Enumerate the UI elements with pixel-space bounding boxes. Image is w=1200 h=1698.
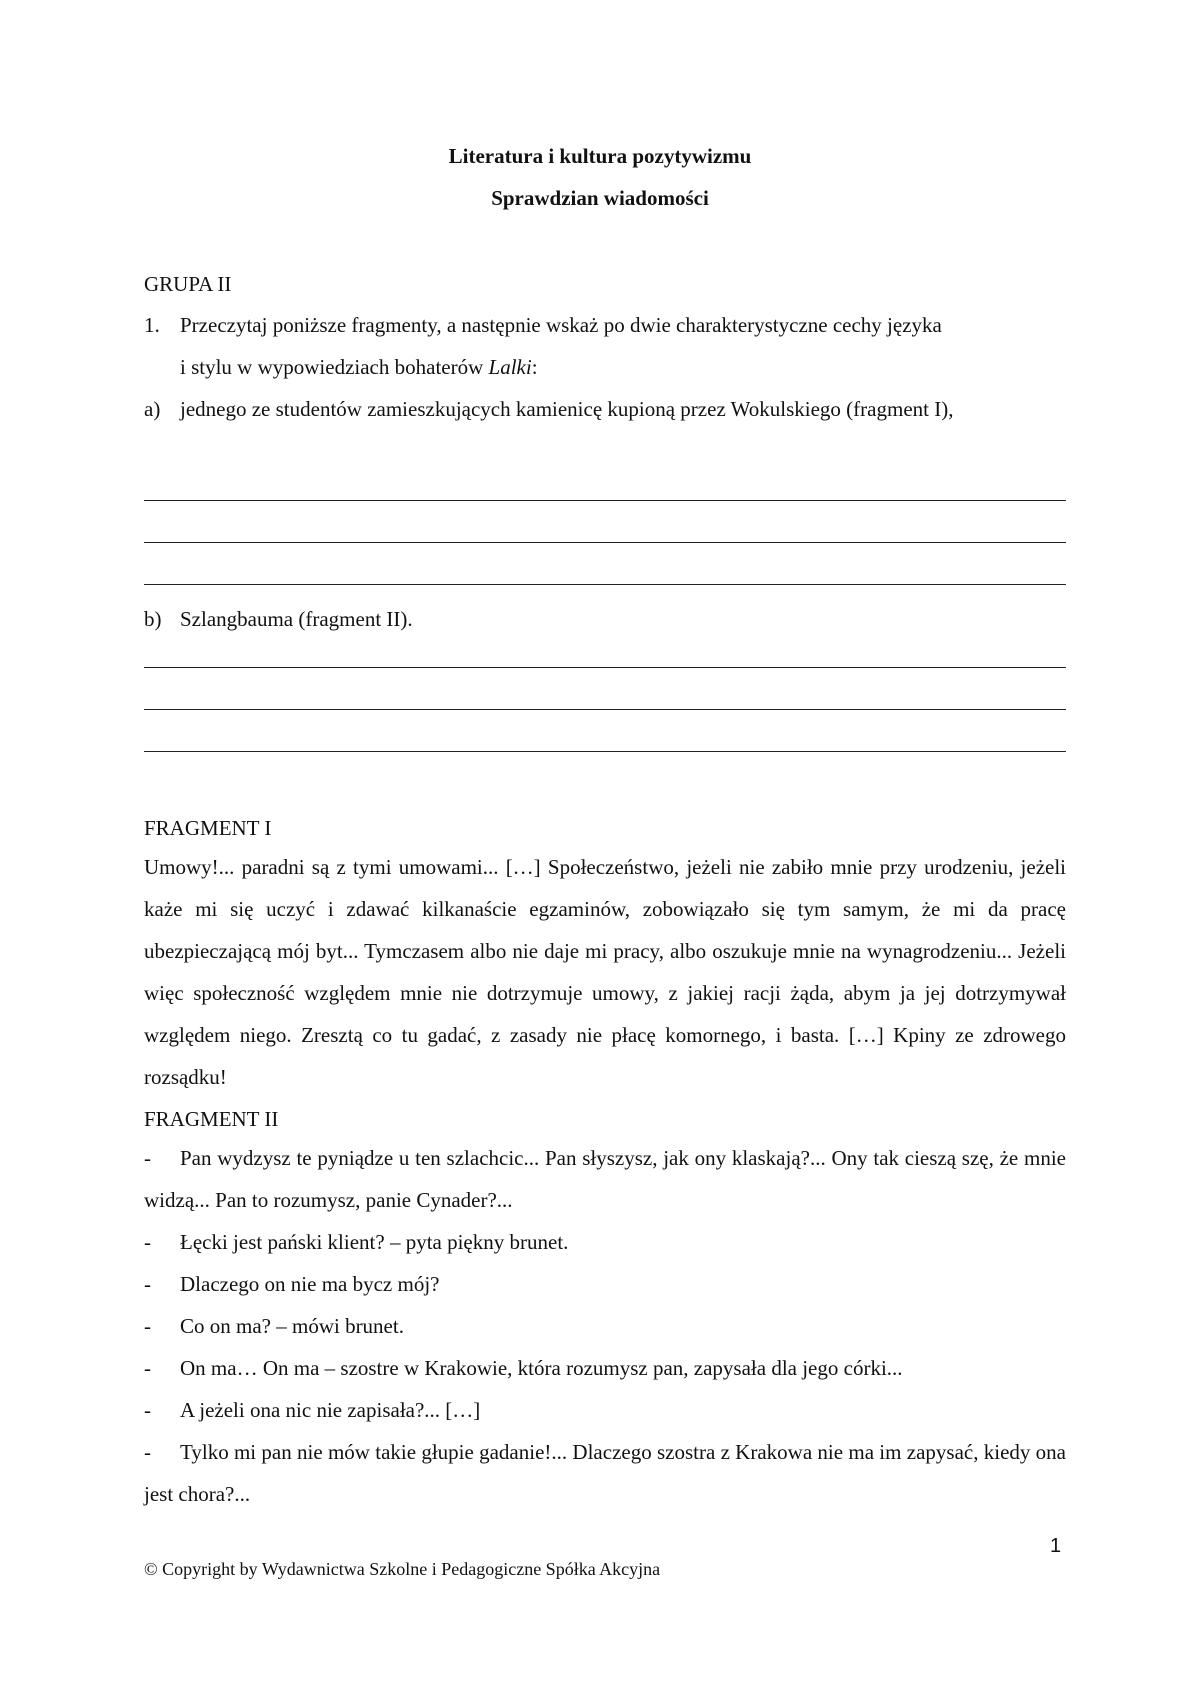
dialog-line (144, 1347, 1066, 1389)
document-subtitle: Sprawdzian wiadomości (491, 186, 709, 210)
task-instruction-line2-post: : (531, 355, 538, 379)
dialog-line (144, 1305, 1066, 1347)
task-number: 1. (144, 313, 160, 337)
dialog-line-text: Co on ma? – mówi brunet. (180, 1314, 404, 1338)
dialog-line (144, 1137, 1066, 1221)
page-number: 1 (1050, 1535, 1062, 1557)
dialog-dash: - (144, 1272, 151, 1296)
fragment-1-heading: FRAGMENT I (144, 816, 272, 840)
dialog-line (144, 1263, 1066, 1305)
task-instruction-line2-pre: i stylu w wypowiedziach bohaterów (180, 355, 489, 379)
dialog-dash: - (144, 1398, 151, 1422)
fragment-1-text: Umowy!... paradni są z tymi umowami... […] Społeczeństwo, jeżeli nie zabiło mnie przy urodzeniu, jeżeli każe mi się uczyć i zdawać kilkanaście egzaminów, zobowiązało się tym samym, że mi da pracę ubezpieczającą mój byt... Tymczasem albo nie daje mi pracy, albo oszukuje mnie na wynagrodzeniu... Jeżeli więc społeczność względem mnie nie dotrzymuje umowy, z jakiej racji żąda, abym ja jej dotrzymywał względem niego. Zresztą co tu gadać, z zasady nie płacę komornego, i basta. […] Kpiny ze zdrowego rozsądku! (144, 855, 1066, 1089)
document-title: Literatura i kultura pozytywizmu (448, 144, 752, 168)
answer-line-a-3[interactable] (144, 584, 1066, 585)
dialog-dash: - (144, 1146, 151, 1170)
dialog-dash: - (144, 1440, 151, 1464)
dialog-line-text: Pan wydzysz te pyniądze u ten szlachcic... Pan słyszysz, jak ony klaskają?... Ony tak cieszą szę, że mnie widzą... Pan to rozumysz, panie Cynader?... (144, 1146, 1066, 1212)
task-instruction-line1: Przeczytaj poniższe fragmenty, a następnie wskaż po dwie charakterystyczne cechy języka (180, 313, 942, 337)
dialog-line-text: Łęcki jest pański klient? – pyta piękny brunet. (180, 1230, 569, 1254)
item-b-text: Szlangbauma (fragment II). (180, 607, 413, 631)
answer-line-b-1[interactable] (144, 667, 1066, 668)
copyright-notice: © Copyright by Wydawnictwa Szkolne i Pedagogiczne Spółka Akcyjna (144, 1559, 661, 1579)
item-b (144, 598, 1066, 640)
item-b-marker: b) (144, 607, 162, 631)
group-heading: GRUPA II (144, 272, 232, 296)
answer-line-a-1[interactable] (144, 500, 1066, 501)
fragment-2-dialog (144, 1137, 1066, 1515)
dialog-dash: - (144, 1230, 151, 1254)
dialog-dash: - (144, 1356, 151, 1380)
answer-line-b-3[interactable] (144, 751, 1066, 752)
dialog-line (144, 1389, 1066, 1431)
answer-line-a-2[interactable] (144, 542, 1066, 543)
item-a-marker: a) (144, 397, 161, 421)
dialog-dash: - (144, 1314, 151, 1338)
task-1 (144, 304, 1066, 430)
answer-line-b-2[interactable] (144, 709, 1066, 710)
dialog-line-text: A jeżeli ona nic nie zapisała?... […] (180, 1398, 481, 1422)
item-a-text: jednego ze studentów zamieszkujących kamienicę kupioną przez Wokulskiego (fragment I), (180, 397, 954, 421)
dialog-line-text: Dlaczego on nie ma bycz mój? (180, 1272, 440, 1296)
fragment-2-heading: FRAGMENT II (144, 1107, 279, 1131)
dialog-line-text: Tylko mi pan nie mów takie głupie gadanie!... Dlaczego szostra z Krakowa nie ma im zapysać, kiedy ona jest chora?... (144, 1440, 1066, 1506)
task-instruction (180, 304, 1066, 388)
book-title-italic: Lalki (488, 355, 532, 379)
dialog-line (144, 1221, 1066, 1263)
dialog-line-text: On ma… On ma – szostre w Krakowie, która rozumysz pan, zapysała dla jego córki... (180, 1356, 903, 1380)
dialog-line (144, 1431, 1066, 1515)
